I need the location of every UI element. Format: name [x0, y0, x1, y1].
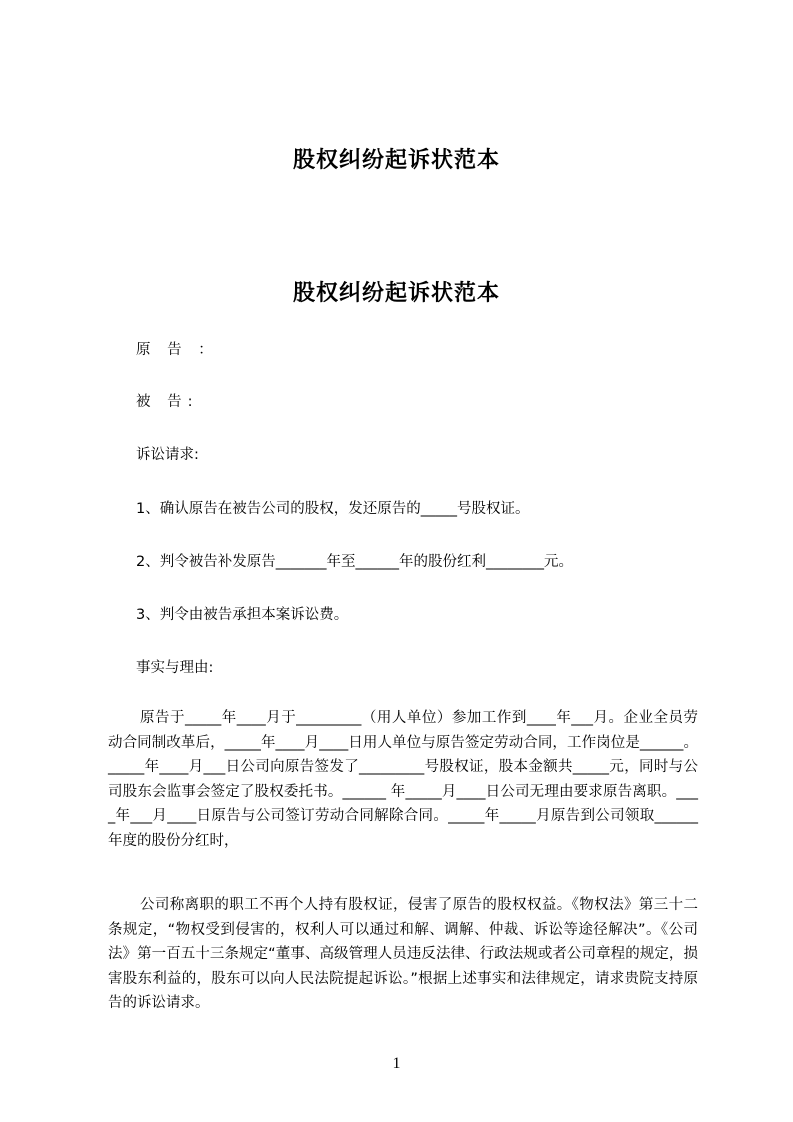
facts-paragraph-2: 公司称离职的职工不再个人持有股权证，侵害了原告的股权权益。《物权法》第三十二条规定，“物权受到侵害的，权利人可以通过和解、调解、仲裁、诉讼等途径解决”。《公司法》第一百五十三条规定“董事、高级管理人员违反法律、行政法规或者公司章程的规定，损害股东利益的，股东可以向人民法院提起诉讼。”根据上述事实和法律规定，请求贵院支持原告的诉讼请求。 [108, 897, 698, 1011]
claim-item-1: 1、确认原告在被告公司的股权，发还原告的_____号股权证。 [136, 501, 530, 517]
document-title: 股权纠纷起诉状范本 [292, 281, 500, 306]
plaintiff-label: 原 告 ： [136, 342, 219, 358]
facts-paragraph-1: 原告于_____年____月于_________（用人单位）参加工作到____年___月。企业全员劳动合同制改革后，_____年____月____日用人单位与原告签定劳动合同，工作岗位是______。_____年____月___日公司向原告签发了_________号股权证，股本金额共_____元，同时与公司股东会监事会签定了股权委托书。______ 年_____月____日公司无理由要求原告离职。____年___月____日原告与公司签订劳动合同解除合同。_____年_____月原告到公司领取______年度的股份分红时， [108, 710, 698, 849]
claim-item-2: 2、判令被告补发原告_______年至______年的股份红利________元。 [136, 554, 573, 570]
defendant-label: 被 告: [136, 394, 199, 410]
facts-heading: 事实与理由: [136, 660, 214, 676]
claims-heading: 诉讼请求: [136, 447, 199, 463]
claim-item-3: 3、判令由被告承担本案诉讼费。 [136, 607, 349, 623]
header-title: 股权纠纷起诉状范本 [292, 148, 500, 173]
page-number: 1 [392, 1055, 401, 1072]
